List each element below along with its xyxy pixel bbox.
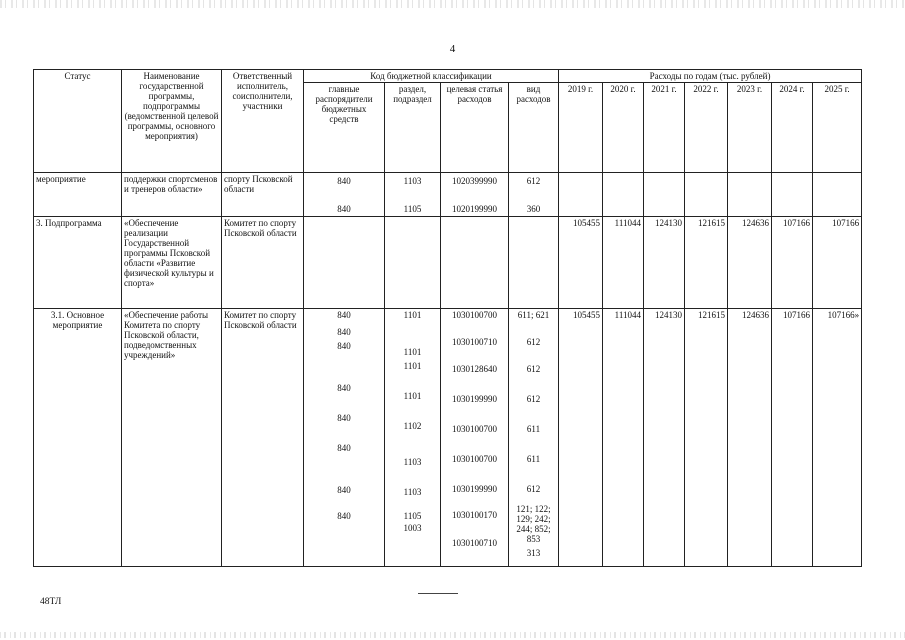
header-name: Наименование государственной программы, подпрограммы (ведомственной целевой программы, основного мероприятия) xyxy=(122,70,222,173)
table-row xyxy=(34,309,862,567)
header-year: 2022 г. xyxy=(685,83,728,173)
row-name: «Обеспечение реализации Государственной программы Псковской области «Развитие физической культуры и спорта» xyxy=(122,217,222,309)
row-year-value: 107166 xyxy=(772,217,813,309)
row-year-value: 124130 xyxy=(644,217,685,309)
row-name: «Обеспечение работы Комитета по спорту Псковской области, подведомственных учреждений» xyxy=(122,309,222,567)
vid-value: 360 xyxy=(526,204,541,214)
section-value: 1103 xyxy=(403,176,422,186)
scan-noise-top xyxy=(0,0,905,8)
row-grbs xyxy=(304,309,385,567)
header-grbs: главные распорядители бюджетных средств xyxy=(304,83,385,173)
row-year-value: 124130 xyxy=(644,309,685,567)
row-year-value: 111044 xyxy=(603,217,644,309)
row-year-value: 107166 xyxy=(772,309,813,567)
row-target xyxy=(441,217,509,309)
section-value: 1101 xyxy=(403,347,422,357)
grbs-value: 840 xyxy=(337,176,351,186)
vid-value: 129; 242; xyxy=(516,514,551,524)
target-value: 1030100710 xyxy=(452,538,497,548)
row-year-value xyxy=(728,173,772,217)
section-value: 1105 xyxy=(403,204,422,214)
row-section xyxy=(385,173,441,217)
target-value: 1030199990 xyxy=(452,394,497,404)
table-row xyxy=(34,173,862,217)
vid-value: 313 xyxy=(526,548,541,558)
section-value: 1102 xyxy=(403,421,422,431)
footer-divider xyxy=(418,593,458,594)
row-year-value: 107166» xyxy=(813,309,862,567)
target-value: 1030100700 xyxy=(452,310,497,320)
row-name: поддержки спортсменов и тренеров области» xyxy=(122,173,222,217)
grbs-value: 840 xyxy=(337,204,351,214)
section-value: 1103 xyxy=(403,487,422,497)
row-year-value xyxy=(644,173,685,217)
grbs-value: 840 xyxy=(337,310,351,320)
target-value: 1030100700 xyxy=(452,424,497,434)
vid-value: 611 xyxy=(526,424,541,434)
section-value: 1105 xyxy=(403,511,422,521)
row-year-value: 105455 xyxy=(559,309,603,567)
section-value: 1003 xyxy=(403,523,422,533)
vid-value: 853 xyxy=(526,534,541,544)
target-value: 1030100700 xyxy=(452,454,497,464)
header-year: 2023 г. xyxy=(728,83,772,173)
row-target xyxy=(441,309,509,567)
row-target xyxy=(441,173,509,217)
section-value: 1101 xyxy=(403,391,422,401)
vid-value: 244; 852; xyxy=(516,524,551,534)
row-responsible: Комитет по спорту Псковской области xyxy=(222,217,304,309)
section-value: 1101 xyxy=(403,310,422,320)
grbs-value: 840 xyxy=(337,443,351,453)
footer-code: 48ТЛ xyxy=(40,597,62,607)
section-value: 1103 xyxy=(403,457,422,467)
row-responsible: Комитет по спорту Псковской области xyxy=(222,309,304,567)
target-value: 1030199990 xyxy=(452,484,497,494)
row-year-value: 124636 xyxy=(728,309,772,567)
header-year: 2019 г. xyxy=(559,83,603,173)
row-section xyxy=(385,217,441,309)
vid-value: 611 xyxy=(526,454,541,464)
row-year-value xyxy=(813,173,862,217)
grbs-value: 840 xyxy=(337,413,351,423)
header-section: раздел, подраздел xyxy=(385,83,441,173)
grbs-value: 840 xyxy=(337,383,351,393)
row-year-value: 111044 xyxy=(603,309,644,567)
row-grbs xyxy=(304,217,385,309)
header-status: Статус xyxy=(34,70,122,173)
section-value: 1101 xyxy=(403,361,422,371)
header-year: 2024 г. xyxy=(772,83,813,173)
row-year-value xyxy=(772,173,813,217)
vid-value: 611; 621 xyxy=(517,310,550,320)
row-year-value: 121615 xyxy=(685,309,728,567)
target-value: 1020399990 xyxy=(452,176,497,186)
vid-value: 612 xyxy=(526,337,541,347)
vid-value: 612 xyxy=(526,364,541,374)
target-value: 1030128640 xyxy=(452,364,497,374)
header-responsible: Ответственный исполнитель, соисполнители, участники xyxy=(222,70,304,173)
vid-value: 612 xyxy=(526,484,541,494)
target-value: 1030100710 xyxy=(452,337,497,347)
header-year: 2025 г. xyxy=(813,83,862,173)
row-status: 3.1. Основное мероприятие xyxy=(34,309,122,567)
vid-value: 121; 122; xyxy=(516,504,551,514)
header-budget-code: Код бюджетной классификации xyxy=(304,70,559,83)
grbs-value: 840 xyxy=(337,485,351,495)
row-year-value: 107166 xyxy=(813,217,862,309)
row-year-value xyxy=(603,173,644,217)
row-year-value: 121615 xyxy=(685,217,728,309)
grbs-value: 840 xyxy=(337,341,351,351)
header-vid: вид расходов xyxy=(509,83,559,173)
target-value: 1020199990 xyxy=(452,204,497,214)
row-vid xyxy=(509,309,559,567)
row-section xyxy=(385,309,441,567)
header-year: 2020 г. xyxy=(603,83,644,173)
vid-value: 612 xyxy=(526,394,541,404)
row-status: 3. Подпрограмма xyxy=(34,217,122,309)
scan-noise-bottom xyxy=(0,632,905,638)
grbs-value: 840 xyxy=(337,511,351,521)
page-number: 4 xyxy=(449,43,456,55)
row-year-value xyxy=(685,173,728,217)
row-status: мероприятие xyxy=(34,173,122,217)
row-vid xyxy=(509,217,559,309)
grbs-value: 840 xyxy=(337,327,351,337)
header-year: 2021 г. xyxy=(644,83,685,173)
budget-table xyxy=(33,69,862,567)
header-target: целевая статья расходов xyxy=(441,83,509,173)
vid-value: 612 xyxy=(526,176,541,186)
row-vid xyxy=(509,173,559,217)
table-row xyxy=(34,217,862,309)
header-expenses: Расходы по годам (тыс. рублей) xyxy=(559,70,862,83)
row-grbs xyxy=(304,173,385,217)
row-responsible: спорту Псковской области xyxy=(222,173,304,217)
target-value: 1030100170 xyxy=(452,510,497,520)
row-year-value: 124636 xyxy=(728,217,772,309)
row-year-value xyxy=(559,173,603,217)
row-year-value: 105455 xyxy=(559,217,603,309)
